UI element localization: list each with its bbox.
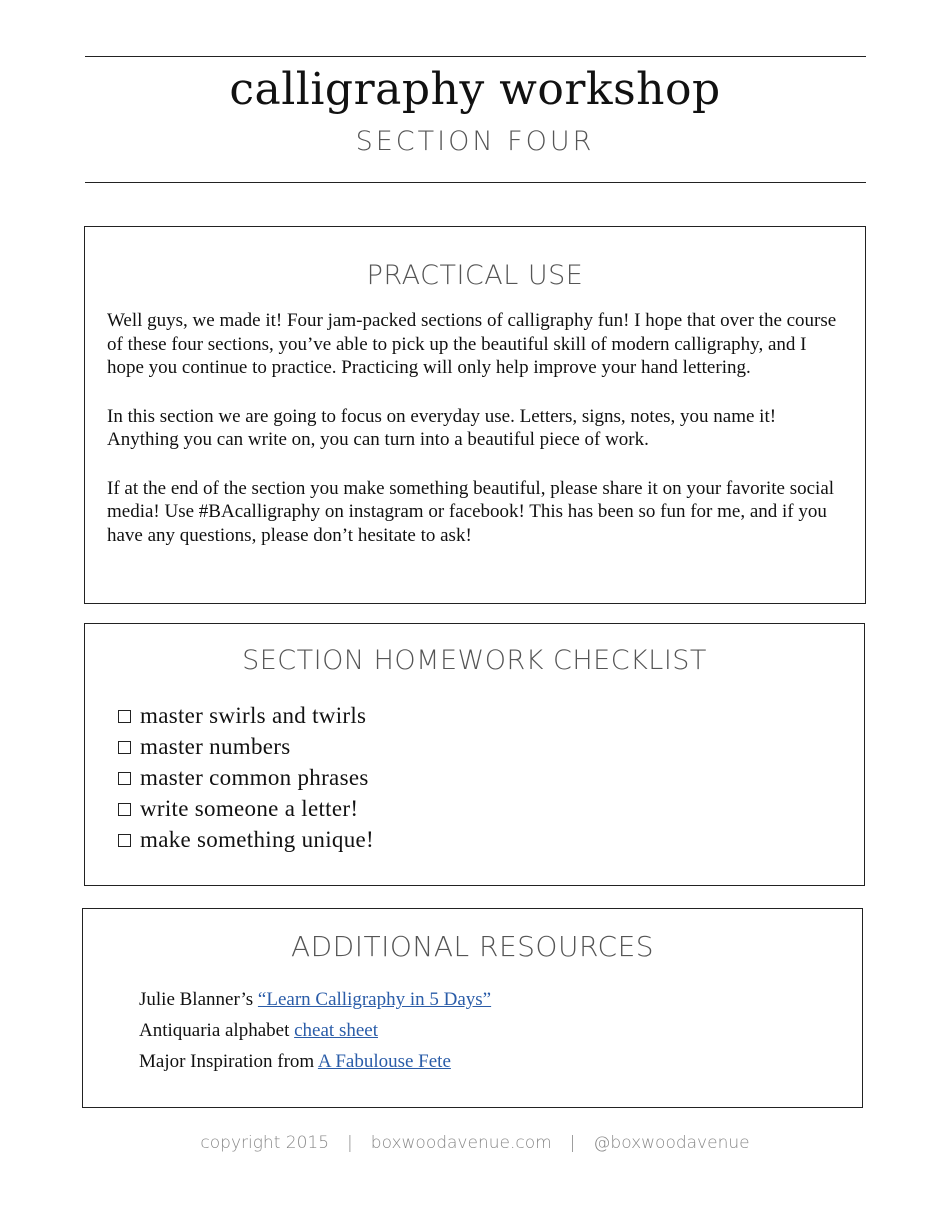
checkbox-icon[interactable] <box>118 741 131 754</box>
checkbox-icon[interactable] <box>118 834 131 847</box>
checklist-item-label: master numbers <box>140 733 291 759</box>
checklist-list <box>118 700 864 855</box>
header-top-rule <box>85 56 866 57</box>
footer <box>0 1131 950 1155</box>
footer-copyright: copyright 2015 <box>200 1133 330 1153</box>
resources-heading: ADDITIONAL RESOURCES <box>290 930 655 963</box>
header-bottom-rule <box>85 182 866 183</box>
homework-checklist-box <box>84 623 865 886</box>
checklist-item-label: write someone a letter! <box>140 795 359 821</box>
document-title: calligraphy workshop <box>229 64 721 115</box>
checkbox-icon[interactable] <box>118 772 131 785</box>
section-subtitle: SECTION FOUR <box>355 126 595 157</box>
practical-use-paragraph: In this section we are going to focus on everyday use. Letters, signs, notes, you name it! Anything you can write on, you can turn into a beautiful piece of work. <box>107 405 777 450</box>
footer-separator: | <box>347 1133 353 1153</box>
fabulouse-fete-link[interactable]: A Fabulouse Fete <box>317 1051 451 1072</box>
footer-handle: @boxwoodavenue <box>593 1133 750 1153</box>
resource-item <box>139 1015 862 1046</box>
checkbox-icon[interactable] <box>118 710 131 723</box>
practical-use-paragraph: Well guys, we made it! Four jam-packed sections of calligraphy fun! I hope that over the course of these four sections, you’ve able to pick up the beautiful skill of modern calligraphy, and I hope you continue to practice. Practicing will only help improve your hand lettering. <box>107 310 837 378</box>
resources-list <box>139 984 862 1077</box>
cheat-sheet-link[interactable]: cheat sheet <box>294 1020 378 1041</box>
resource-prefix: Antiquaria alphabet <box>139 1020 295 1041</box>
practical-use-paragraph: If at the end of the section you make something beautiful, please share it on your favorite social media! Use #BAcalligraphy on instagram or facebook! This has been so fun for me, and if you have any questions, please don’t hesitate to ask! <box>107 477 835 546</box>
resource-prefix: Major Inspiration from <box>139 1051 318 1072</box>
learn-calligraphy-link[interactable]: “Learn Calligraphy in 5 Days” <box>257 989 492 1010</box>
footer-website: boxwoodavenue.com <box>370 1133 552 1153</box>
additional-resources-box <box>82 908 863 1108</box>
practical-use-heading: PRACTICAL USE <box>366 260 584 291</box>
checklist-item <box>118 793 864 824</box>
resource-item <box>139 1046 862 1077</box>
resource-prefix: Julie Blanner’s <box>139 989 258 1010</box>
practical-use-box <box>84 226 866 604</box>
checklist-heading: SECTION HOMEWORK CHECKLIST <box>242 645 707 676</box>
footer-separator: | <box>569 1133 576 1153</box>
checkbox-icon[interactable] <box>118 803 131 816</box>
checklist-item <box>118 731 864 762</box>
practical-use-body <box>107 309 843 547</box>
checklist-item <box>118 700 864 731</box>
checklist-item-label: make something unique! <box>140 826 374 852</box>
checklist-item <box>118 762 864 793</box>
resource-item <box>139 984 862 1015</box>
checklist-item-label: master common phrases <box>140 764 369 790</box>
checklist-item-label: master swirls and twirls <box>140 702 367 728</box>
checklist-item <box>118 824 864 855</box>
